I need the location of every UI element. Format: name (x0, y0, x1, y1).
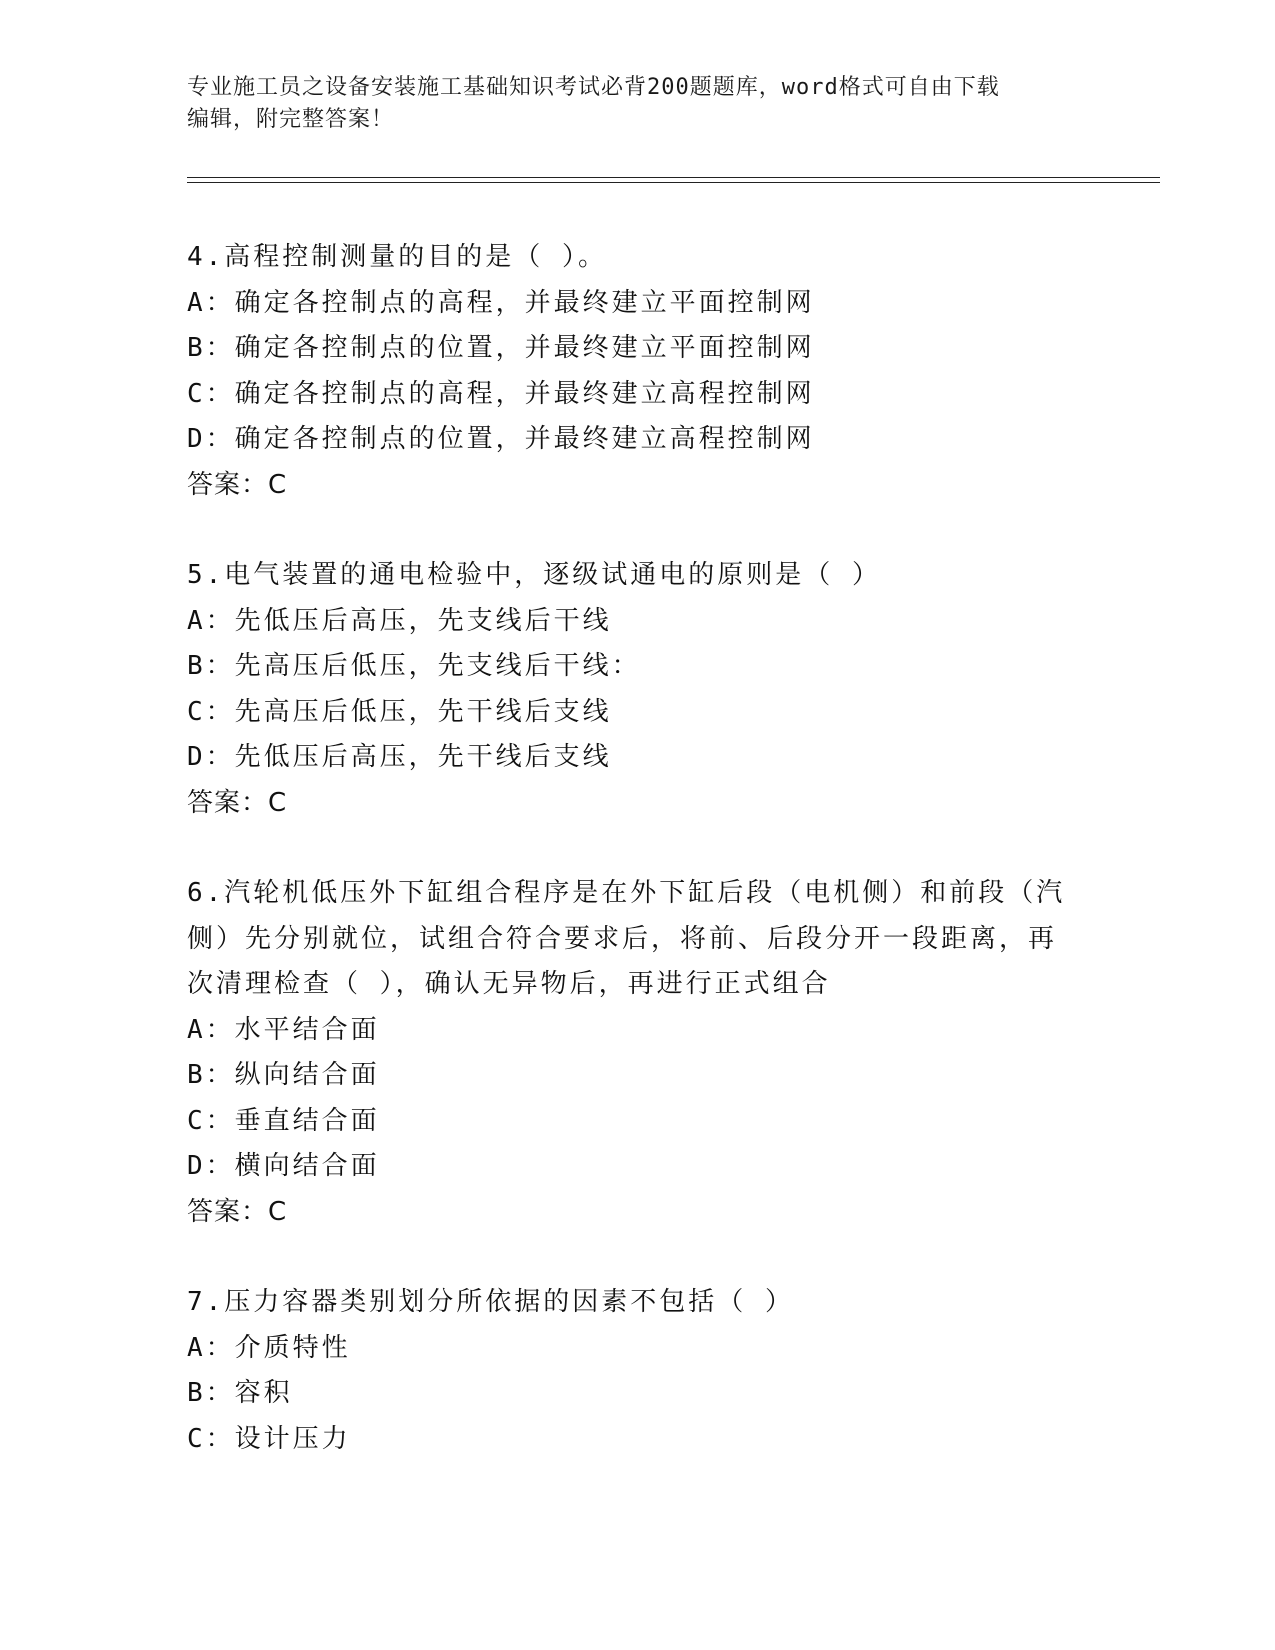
question-text-line: 7.压力容器类别划分所依据的因素不包括（ ） (187, 1287, 794, 1317)
question-text (187, 871, 1087, 1008)
option-b: B：纵向结合面 (187, 1060, 380, 1090)
option-b: B：先高压后低压，先支线后干线： (187, 651, 641, 681)
header-divider-top (187, 177, 1160, 178)
question-5 (187, 553, 1087, 826)
option-c: C：先高压后低压，先干线后支线 (187, 696, 612, 727)
question-4 (187, 235, 1087, 508)
answer-line: 答案：C (187, 787, 288, 818)
question-7 (187, 1280, 1087, 1462)
question-text-line: 5.电气装置的通电检验中，逐级试通电的原则是（ ） (187, 560, 881, 590)
option-a: A：介质特性 (187, 1332, 351, 1363)
question-text (187, 553, 1087, 599)
option-a: A：先低压后高压，先支线后干线 (187, 605, 612, 636)
question-list (187, 235, 1087, 1507)
option-d: D：先低压后高压，先干线后支线 (187, 742, 612, 772)
option-a: A：确定各控制点的高程，并最终建立平面控制网 (187, 287, 815, 318)
answer-line: 答案：C (187, 469, 288, 500)
header-line-1: 专业施工员之设备安装施工基础知识考试必背200题题库，word格式可自由下载 (187, 75, 1000, 100)
option-b: B：确定各控制点的位置，并最终建立平面控制网 (187, 333, 815, 363)
question-6 (187, 871, 1087, 1235)
option-c: C：设计压力 (187, 1423, 351, 1454)
answer-line: 答案：C (187, 1196, 288, 1227)
option-a: A：水平结合面 (187, 1014, 380, 1045)
question-text-line: 6.汽轮机低压外下缸组合程序是在外下缸后段（电机侧）和前段（汽 (187, 878, 1066, 908)
header-divider-bottom (187, 182, 1160, 183)
option-d: D：横向结合面 (187, 1151, 380, 1181)
question-text (187, 235, 1087, 281)
question-text-line: 4.高程控制测量的目的是（ ）。 (187, 242, 607, 272)
option-d: D：确定各控制点的位置，并最终建立高程控制网 (187, 424, 815, 454)
option-c: C：确定各控制点的高程，并最终建立高程控制网 (187, 378, 815, 409)
question-text-line: 次清理检查（ ），确认无异物后，再进行正式组合 (187, 969, 831, 999)
question-text (187, 1280, 1087, 1326)
header-line-2: 编辑，附完整答案！ (187, 107, 395, 132)
option-c: C：垂直结合面 (187, 1105, 380, 1136)
document-header (187, 72, 1087, 136)
option-b: B：容积 (187, 1378, 293, 1408)
question-text-line: 侧）先分别就位，试组合符合要求后，将前、后段分开一段距离，再 (187, 923, 1058, 954)
